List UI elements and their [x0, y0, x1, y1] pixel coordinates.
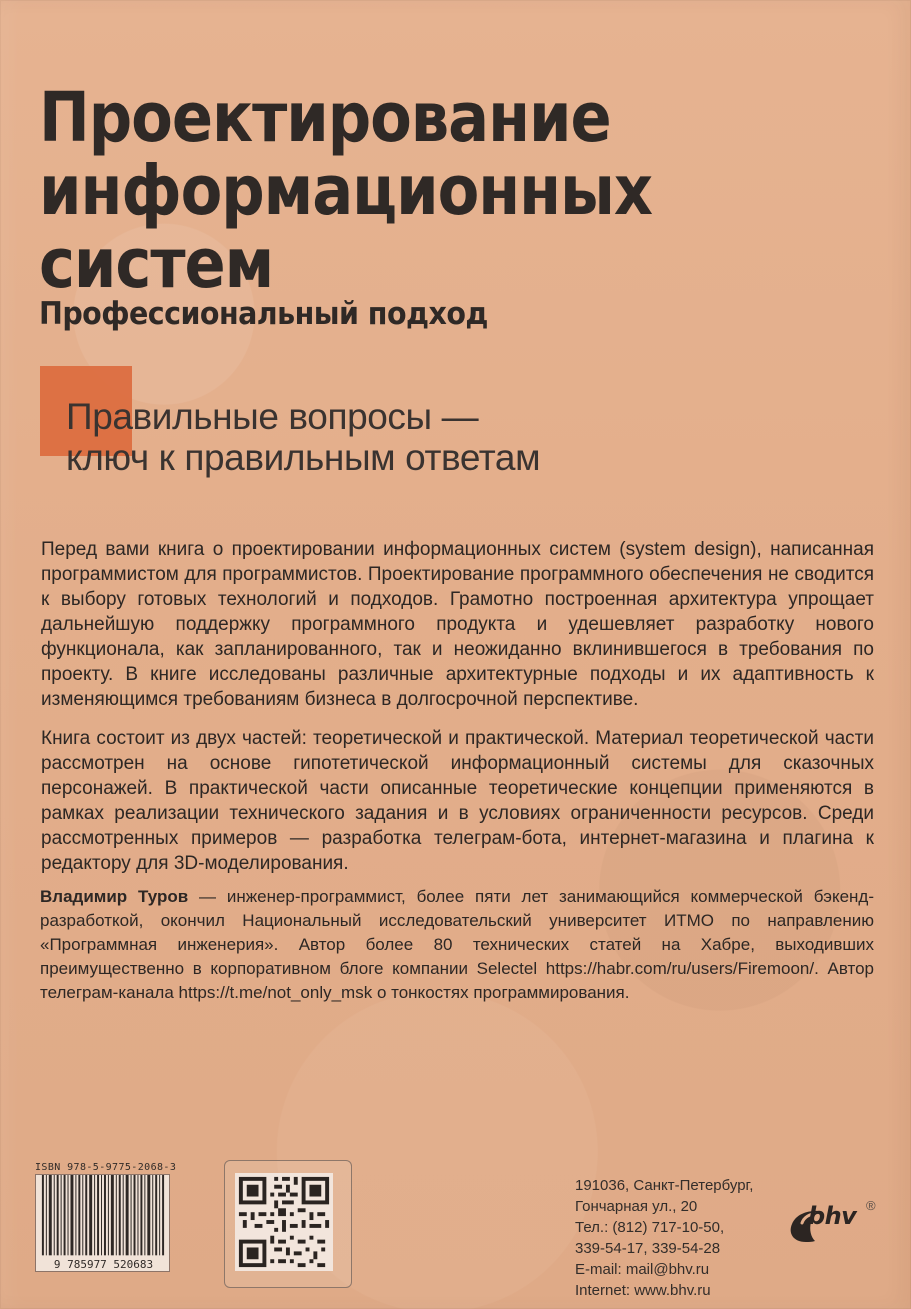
barcode-icon	[35, 1174, 170, 1272]
description-paragraph-2: Книга состоит из двух частей: теоретической и практической. Материал теоретической части рассмотрен на основе гипотетической информационный системы для сказочных персонажей. В практической части описанные теоретические концепции применяются в рамках реализации технического задания и в условиях ограниченности ресурсов. Среди рассмотренных примеров — разработка телеграм-бота, интернет-магазина и плагина к редактору для 3D-моделирования.	[41, 728, 874, 874]
qr-card	[224, 1160, 352, 1288]
tagline-line-1: Правильные вопросы —	[66, 396, 479, 437]
author-description: — инженер-программист, более пяти лет занимающийся коммерческой бэкенд-разработкой, окончил Национальный исследовательский университет ИТМО по направлению «Программная инженерия». Автор более 80 технических статей на Хабре, выходивших преимущественно в корпоративном блоге компании Selectel https://habr.com/ru/users/Firemoon/. Автор телеграм-канала https://t.me/not_only_msk о тонкостях программирования.	[40, 887, 874, 1002]
book-title	[39, 78, 653, 304]
address-line-4: 339-54-17, 339-54-28	[575, 1240, 721, 1257]
tagline	[66, 396, 540, 478]
address-line-3: Тел.: (812) 717-10-50,	[575, 1219, 725, 1236]
book-title-line-1: Проектирование	[39, 78, 611, 158]
tagline-line-2: ключ к правильным ответам	[66, 437, 541, 478]
barcode-graphic	[36, 1175, 169, 1271]
author-bio	[40, 885, 874, 1005]
address-line-1: 191036, Санкт-Петербург,	[575, 1177, 754, 1194]
author-name: Владимир Туров	[40, 887, 189, 906]
bhv-logo-icon	[784, 1199, 884, 1249]
bhv-logo-text: bhv	[808, 1202, 857, 1230]
barcode-number: 9 785977 520683	[53, 1258, 154, 1271]
address-line-6: Internet: www.bhv.ru	[575, 1282, 711, 1299]
book-title-line-3: систем	[39, 224, 274, 304]
registered-mark: ®	[866, 1198, 876, 1213]
address-line-2: Гончарная ул., 20	[575, 1198, 698, 1215]
isbn-block	[35, 1162, 177, 1287]
book-description	[41, 537, 874, 890]
isbn-label: ISBN 978-5-9775-2068-3	[35, 1162, 177, 1173]
description-paragraph-1: Перед вами книга о проектировании информационных систем (system design), написанная программистом для программистов. Проектирование программного обеспечения не сводится к выбору готовых технологий и подходов. Грамотно построенная архитектура упрощает дальнейшую поддержку программного продукта и удешевляет разработку нового функционала, как запланированного, так и неожиданно вклинившегося в требования по проекту. В книге исследованы различные архитектурные подходы и их адаптивность к изменяющимся требованиям бизнеса в долгосрочной перспективе.	[41, 539, 874, 710]
publisher-address	[575, 1175, 765, 1301]
book-title-line-2: информационных	[39, 151, 653, 231]
address-line-5: E-mail: mail@bhv.ru	[575, 1261, 710, 1278]
qr-code-icon	[235, 1173, 333, 1271]
book-subtitle: Профессиональный подход	[39, 296, 488, 332]
